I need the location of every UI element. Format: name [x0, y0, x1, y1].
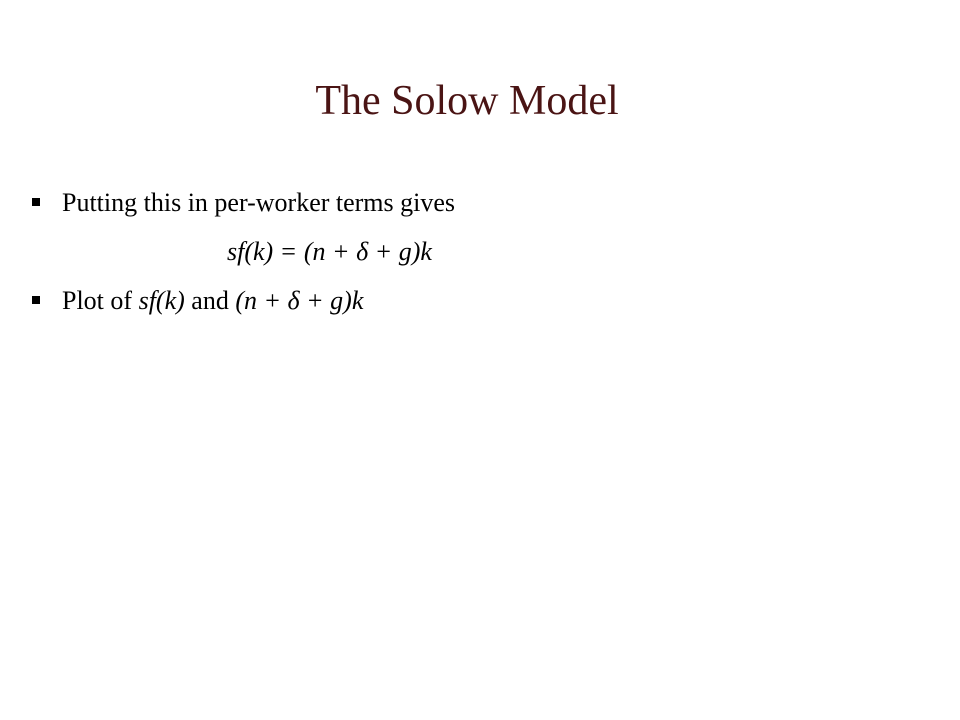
bullet-item-plot [32, 286, 363, 316]
equation-operator: = [281, 237, 296, 266]
equation-steady-state [227, 237, 432, 267]
square-bullet-icon [32, 198, 40, 206]
bullet-expression-savings: sf(k) [138, 286, 185, 315]
equation-lhs: sf(k) [227, 237, 274, 266]
slide-title: The Solow Model [315, 78, 619, 124]
square-bullet-icon [32, 296, 40, 304]
bullet-prefix: Plot of [62, 286, 139, 315]
bullet-item-per-worker [32, 188, 455, 218]
bullet-expression-breakeven: (n + δ + g)k [235, 286, 364, 315]
bullet-text: Putting this in per-worker terms gives [62, 188, 456, 217]
bullet-middle: and [184, 286, 236, 315]
equation-rhs: (n + δ + g)k [303, 237, 432, 266]
